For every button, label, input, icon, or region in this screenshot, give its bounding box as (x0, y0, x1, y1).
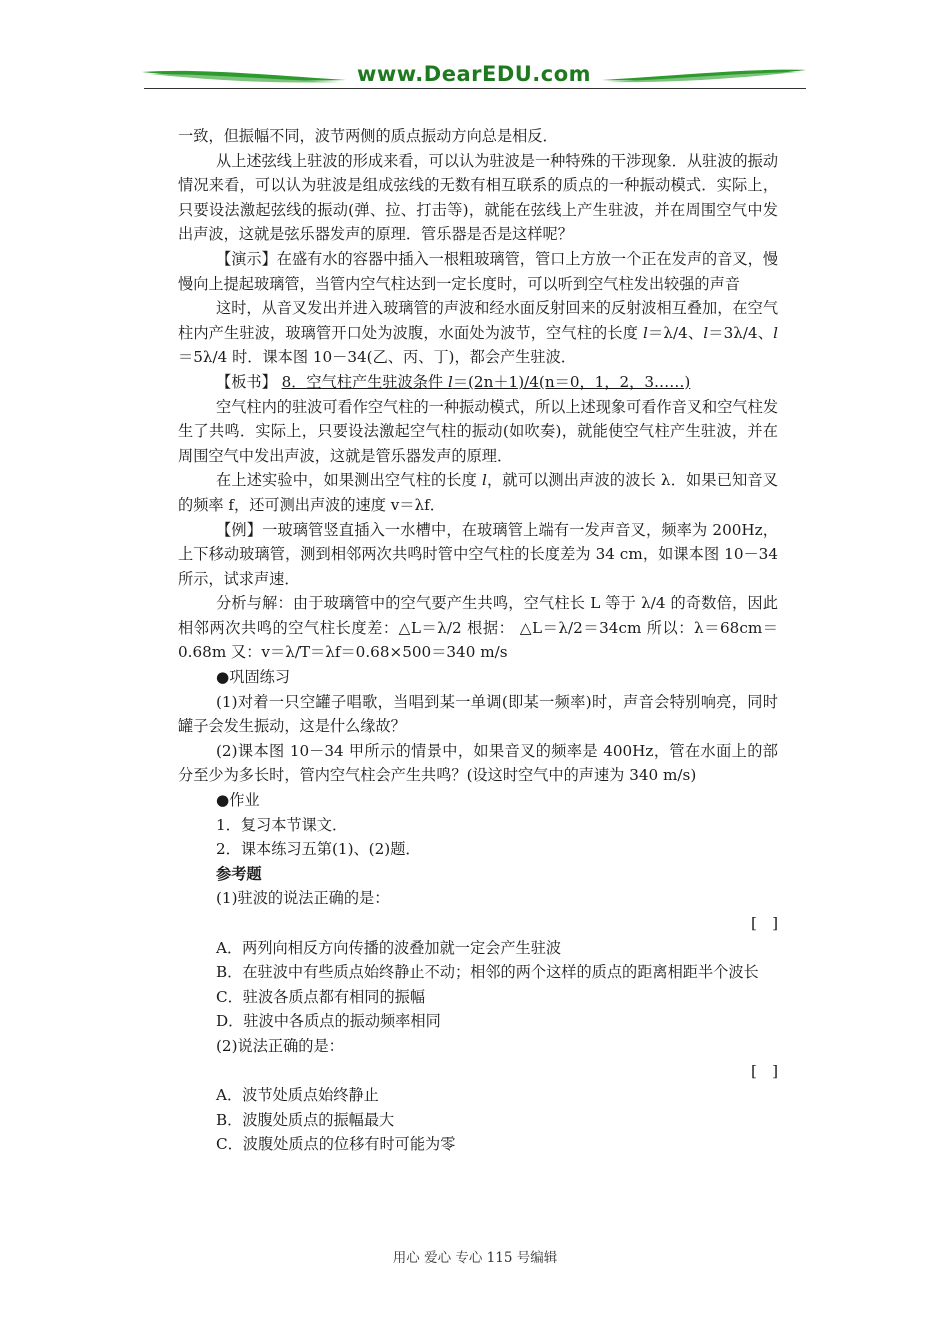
text-run: 在上述实验中，如果测出空气柱的长度 (216, 471, 482, 490)
text-run: 8．空气柱产生驻波条件 (281, 372, 448, 391)
site-header (140, 58, 808, 92)
section-heading: ●作业 (216, 791, 260, 810)
question-stem: (1)驻波的说法正确的是： (216, 889, 390, 908)
math-var: l (773, 323, 778, 342)
choice-d: D．驻波中各质点的振动频率相同 (216, 1012, 441, 1031)
text-run: ，就可以测出声波的波长 λ．如果已知音叉的频率 f，还可测出声波的速度 v＝λf． (178, 471, 778, 514)
math-var: l (482, 471, 487, 490)
paragraph: 一致，但振幅不同，波节两侧的质点振动方向总是相反． (178, 127, 558, 145)
board-note (178, 370, 778, 395)
solution: 分析与解：由于玻璃管中的空气要产生共鸣，空气柱长 L 等于 λ/4 的奇数倍，因此相邻两次共鸣的空气柱长度差：△L＝λ/2 根据： △L＝λ/2＝34cm 所以：λ＝68cm＝0.68m 又：v＝λ/T＝λf＝0.68×500＝340 m/s (178, 594, 778, 662)
paragraph: 空气柱内的驻波可看作空气柱的一种振动模式，所以上述现象可看作音叉和空气柱发生了共鸣．实际上，只要设法激起空气柱的振动(如吹奏)，就能使空气柱产生驻波，并在周围空气中发出声波，这就是管乐器发声的原理． (178, 397, 778, 465)
choice-c: C．驻波各质点都有相同的振幅 (216, 987, 426, 1006)
choice-b: B．在驻波中有些质点始终静止不动；相邻的两个这样的质点的距离相距半个波长 (216, 963, 759, 982)
board-label: 【板书】 (216, 372, 277, 391)
paragraph (178, 468, 778, 517)
exercise-item: (1)对着一只空罐子唱歌，当唱到某一单调(即某一频率)时，声音会特别响亮，同时罐子会发生振动，这是什么缘故？ (178, 692, 778, 736)
page-footer: 用心 爱心 专心 115 号编辑 (392, 1250, 558, 1266)
answer-bracket: [ ] (750, 1061, 778, 1080)
paragraph (178, 296, 778, 370)
paragraph: 【演示】在盛有水的容器中插入一根粗玻璃管，管口上方放一个正在发声的音叉，慢慢向上提起玻璃管，当管内空气柱达到一定长度时，可以听到空气柱发出较强的声音 (178, 249, 778, 293)
example-problem: 【例】一玻璃管竖直插入一水槽中，在玻璃管上端有一发声音叉，频率为 200Hz，上下移动玻璃管，测到相邻两次共鸣时管中空气柱的长度差为 34 cm，如课本图 10－34 所示，试求声速． (178, 520, 778, 588)
document-body (178, 124, 778, 1157)
choice-c: C．波腹处质点的位移有时可能为零 (216, 1135, 456, 1154)
choice-b: B．波腹处质点的振幅最大 (216, 1110, 395, 1129)
question-stem: (2)说法正确的是： (216, 1036, 344, 1055)
homework-item: 1．复习本节课文． (216, 815, 348, 834)
header-divider (144, 88, 806, 89)
text-run: ＝5λ/4 时．课本图 10－34(乙、丙、丁)，都会产生驻波． (178, 348, 576, 367)
answer-bracket: [ ] (750, 914, 778, 932)
choice-a: A．波节处质点始终静止 (216, 1086, 379, 1105)
homework-item: 2．课本练习五第(1)、(2)题． (216, 840, 421, 859)
section-heading: 参考题 (216, 864, 262, 883)
math-var: l (703, 323, 709, 342)
math-var: l (447, 372, 453, 391)
text-run: 这时，从音叉发出并进入玻璃管的声波和经水面反射回来的反射波相互叠加，在空气柱内产生驻波，玻璃管开口处为波腹，水面处为波节，空气柱的长度 (178, 299, 778, 342)
paragraph: 从上述弦线上驻波的形成来看，可以认为驻波是一种特殊的干涉现象．从驻波的振动情况来看，可以认为驻波是组成弦线的无数有相互联系的质点的一种振动模式．实际上，只要设法激起弦线的振动(弹、拉、打击等)，就能在弦线上产生驻波，并在周围空气中发出声波，这就是弦乐器发声的原理．管乐器是否是这样呢？ (178, 151, 778, 244)
math-var: l (643, 323, 648, 342)
text-run: ＝(2n＋1)/4(n＝0，1，2，3……) (452, 372, 691, 391)
section-heading: ●巩固练习 (216, 668, 291, 687)
text-run: ＝λ/4、 (647, 323, 704, 342)
choice-a: A．两列向相反方向传播的波叠加就一定会产生驻波 (216, 938, 562, 957)
exercise-item: (2)课本图 10－34 甲所示的情景中，如果音叉的频率是 400Hz，管在水面上的部分至少为多长时，管内空气柱会产生共鸣？(设这时空气中的声速为 340 m/s) (178, 741, 778, 785)
text-run: ＝3λ/4、 (708, 323, 774, 342)
board-formula (282, 373, 691, 391)
site-logo-text[interactable]: www.DearEDU.com (356, 62, 592, 86)
